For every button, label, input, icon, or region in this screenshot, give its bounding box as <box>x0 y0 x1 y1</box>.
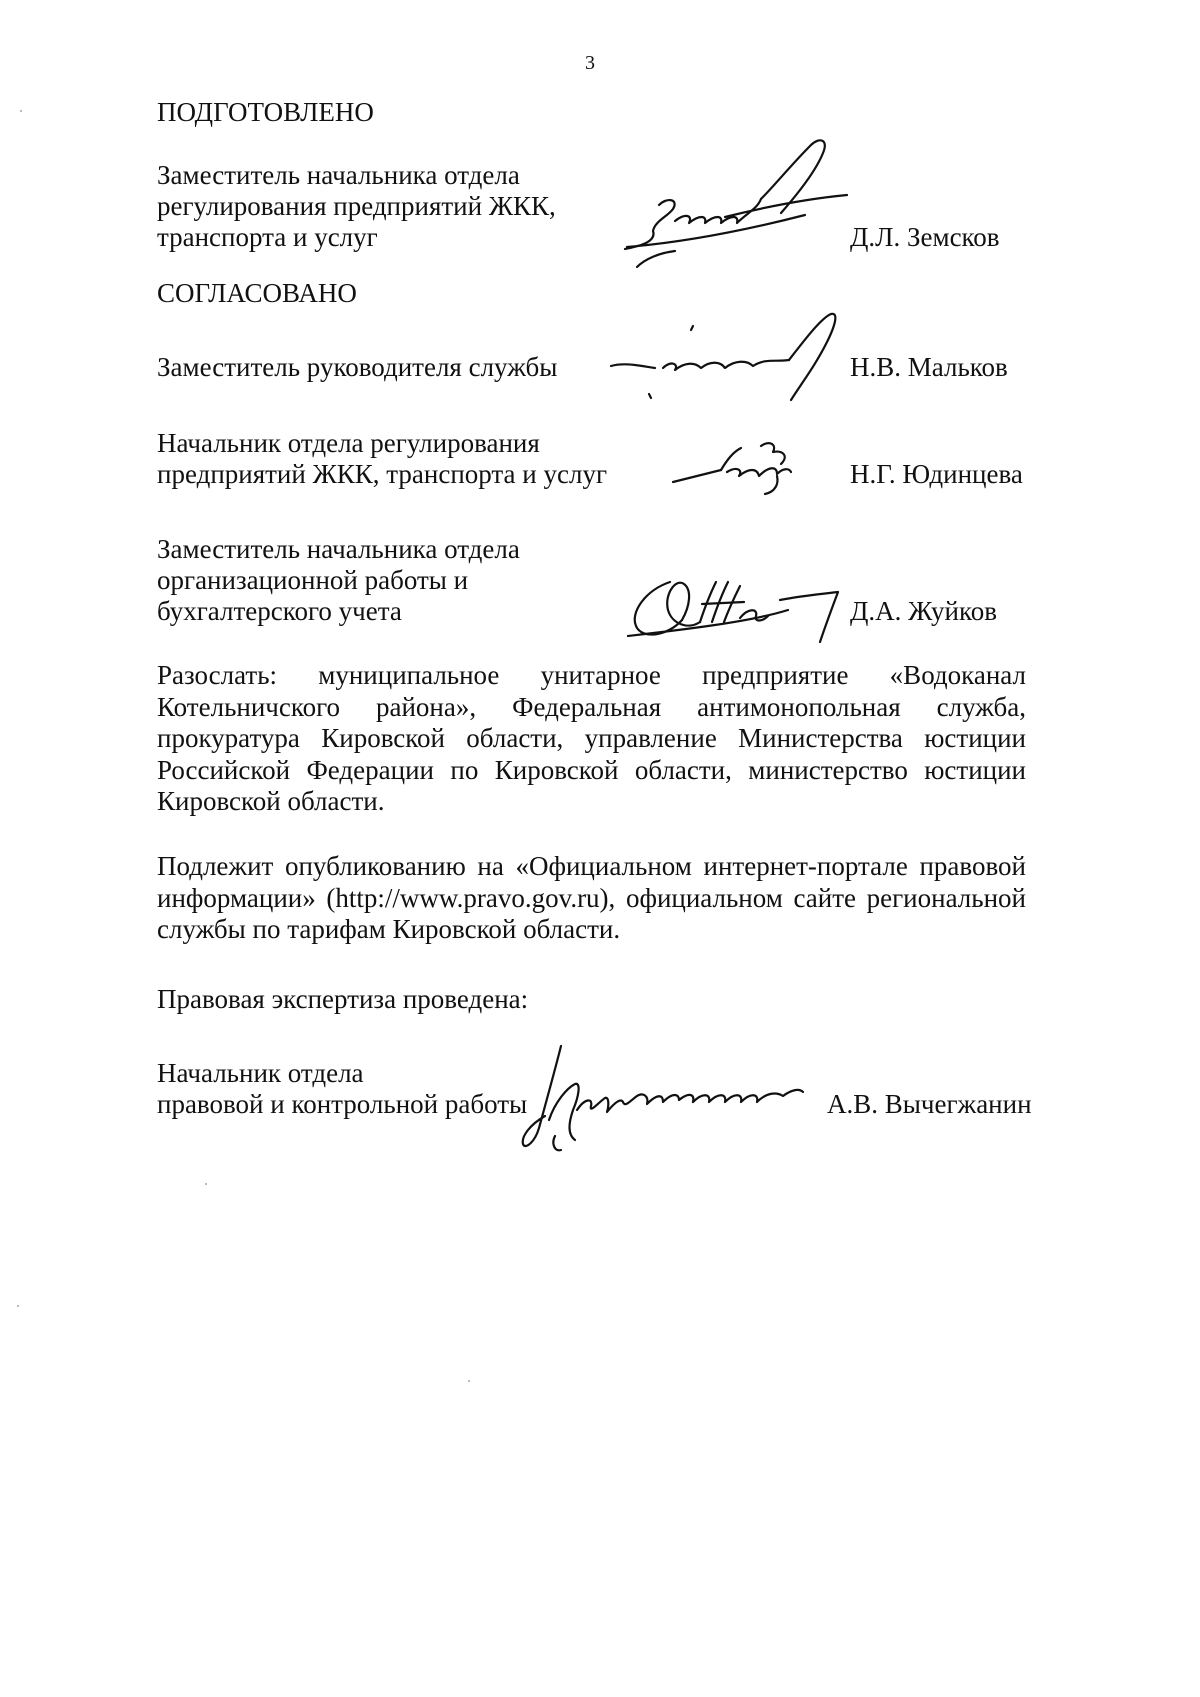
prepared-position-line: Заместитель начальника отдела <box>157 160 520 190</box>
scan-speck <box>205 1183 207 1185</box>
page-number: 3 <box>585 52 595 74</box>
publication-line: информации» (http://www.pravo.gov.ru), официальном сайте региональной <box>157 882 1026 913</box>
signature-zhuikov <box>620 560 850 650</box>
signature-malkov <box>605 310 855 410</box>
distribution-line: Котельничского района», Федеральная антимонопольная служба, <box>157 691 1026 722</box>
legal-review-signer-name: А.В. Вычегжанин <box>827 1089 1032 1119</box>
distribution-line: Разослать: муниципальное унитарное предприятие «Водоканал <box>157 660 1026 690</box>
agreed-signer-position: Заместитель руководителя службы <box>157 352 558 382</box>
scan-speck <box>17 1305 19 1307</box>
distribution-paragraph <box>157 660 1026 818</box>
agreed-signer-position: организационной работы и <box>157 565 469 595</box>
signature-vychegzhanin <box>515 1040 810 1155</box>
agreed-signer-name: Н.В. Мальков <box>850 352 1008 382</box>
signature-zemskov <box>615 135 855 280</box>
prepared-position-line: транспорта и услуг <box>157 222 378 252</box>
prepared-position-line: регулирования предприятий ЖКК, <box>157 191 556 221</box>
agreed-signer-position: Начальник отдела регулирования <box>157 428 540 458</box>
legal-review-position-line: Начальник отдела <box>157 1058 364 1088</box>
distribution-line: прокуратура Кировской области, управление Министерства юстиции <box>157 723 1026 753</box>
prepared-signer-name: Д.Л. Земсков <box>850 222 1000 252</box>
publication-paragraph <box>157 851 1026 946</box>
legal-review-heading: Правовая экспертиза проведена: <box>157 984 529 1014</box>
agreed-signer-position: бухгалтерского учета <box>157 596 402 626</box>
agreed-heading: СОГЛАСОВАНО <box>157 278 357 308</box>
distribution-line: Кировской области. <box>157 786 385 816</box>
publication-line: Подлежит опубликованию на «Официальном интернет-портале правовой <box>157 851 1026 881</box>
agreed-signer-position: предприятий ЖКК, транспорта и услуг <box>157 459 608 489</box>
scan-speck <box>468 1380 470 1382</box>
distribution-line: Российской Федерации по Кировской области, министерство юстиции <box>157 754 1026 785</box>
publication-line: службы по тарифам Кировской области. <box>157 914 621 944</box>
legal-review-position-line: правовой и контрольной работы <box>157 1089 528 1119</box>
scan-speck <box>20 110 22 112</box>
agreed-signer-position: Заместитель начальника отдела <box>157 534 520 564</box>
agreed-signer-name: Д.А. Жуйков <box>850 596 997 626</box>
agreed-signer-name: Н.Г. Юдинцева <box>850 459 1023 489</box>
signature-yudintseva <box>665 430 805 500</box>
prepared-heading: ПОДГОТОВЛЕНО <box>157 97 374 127</box>
